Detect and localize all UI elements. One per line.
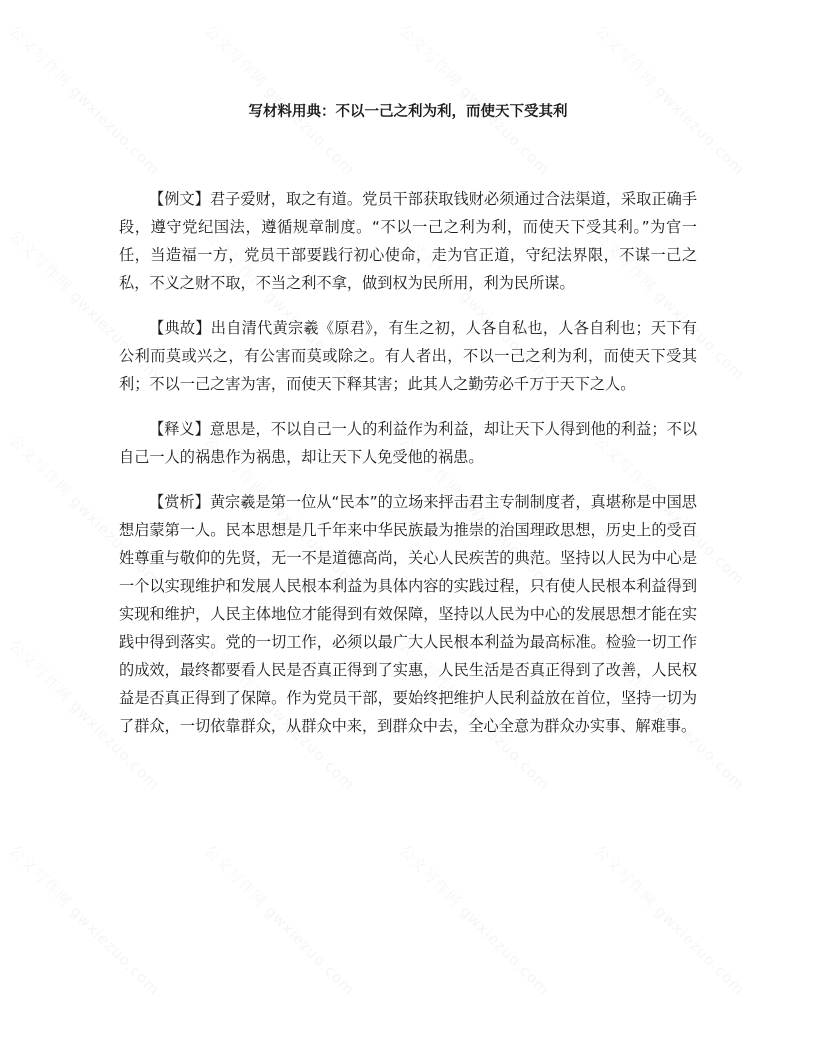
watermark: [5, 20, 165, 180]
watermark: [590, 20, 750, 180]
watermark: [590, 840, 750, 1000]
paragraph-interpretation: 【释义】意思是，不以自己一人的利益作为利益，却让天下人得到他的利益；不以自己一人的祸患作为祸患，却让天下人免受他的祸患。: [119, 420, 697, 466]
watermark: [200, 840, 360, 1000]
paragraph-allusion: 【典故】出自清代黄宗羲《原君》，有生之初，人各自私也，人各自利也；天下有公利而莫或兴之，有公害而莫或除之。有人者出，不以一己之利为利，而使天下受其利；不以一己之害为害，而使天下释其害；此其人之勤劳必千万于天下之人。: [119, 319, 697, 393]
paragraph-appreciation: 【赏析】黄宗羲是第一位从“民本”的立场来抨击君主专制制度者，真堪称是中国思想启蒙第一人。民本思想是几千年来中华民族最为推崇的治国理政思想，历史上的受百姓尊重与敬仰的先贤，无一不是道德高尚，关心人民疾苦的典范。坚持以人民为中心是一个以实现维护和发展人民根本利益为具体内容的实践过程，只有使人民根本利益得到实现和维护，人民主体地位才能得到有效保障，坚持以人民为中心的发展思想才能在实践中得到落实。党的一切工作，必须以最广大人民根本利益为最高标准。检验一切工作的成效，最终都要看人民是否真正得到了实惠，人民生活是否真正得到了改善，人民权益是否真正得到了保障。作为党员干部，要始终把维护人民利益放在首位，坚持一切为了群众，一切依靠群众，从群众中来，到群众中去，全心全意为群众办实事、解难事。: [119, 493, 697, 735]
watermark: [395, 840, 555, 1000]
document-body: [119, 185, 697, 757]
document-title: 写材料用典：不以一己之利为利，而使天下受其利: [248, 104, 568, 120]
watermark: [395, 20, 555, 180]
paragraph-example: 【例文】君子爱财，取之有道。党员干部获取钱财必须通过合法渠道，采取正确手段，遵守党纪国法，遵循规章制度。“不以一己之利为利，而使天下受其利。”为官一任，当造福一方，党员干部要践行初心使命，走为官正道，守纪法界限，不谋一己之私，不义之财不取，不当之利不拿，做到权为民所用，利为民所谋。: [119, 190, 697, 292]
watermark: [200, 20, 360, 180]
watermark: [5, 840, 165, 1000]
